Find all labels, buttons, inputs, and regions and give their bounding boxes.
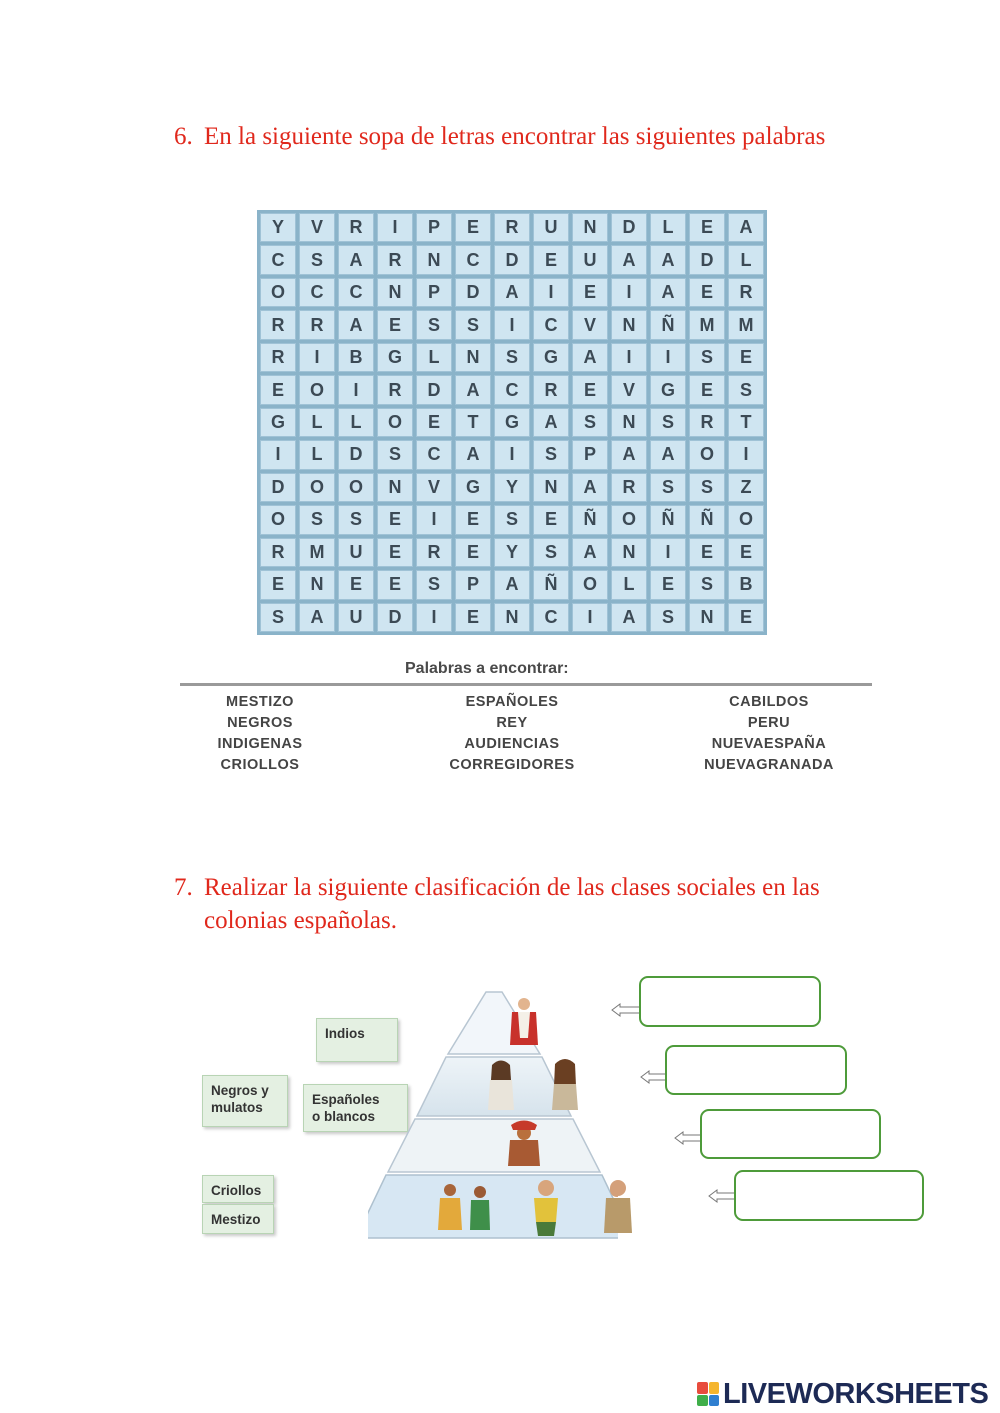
grid-cell[interactable]: E — [728, 603, 764, 632]
grid-cell[interactable]: N — [416, 245, 452, 274]
grid-cell[interactable]: N — [611, 538, 647, 567]
grid-cell[interactable]: S — [377, 440, 413, 469]
grid-cell[interactable]: D — [494, 245, 530, 274]
grid-cell[interactable]: N — [377, 473, 413, 502]
grid-cell[interactable]: R — [689, 408, 725, 437]
grid-cell[interactable]: C — [533, 603, 569, 632]
grid-cell[interactable]: E — [377, 310, 413, 339]
grid-cell[interactable]: R — [533, 375, 569, 404]
label-negros-line1: Negros y — [211, 1083, 269, 1098]
grid-cell[interactable]: S — [650, 473, 686, 502]
word-list-item: INDIGENAS — [217, 736, 303, 752]
grid-cell[interactable]: E — [260, 570, 296, 599]
grid-cell[interactable]: A — [728, 213, 764, 242]
grid-cell[interactable]: E — [377, 538, 413, 567]
grid-cell[interactable]: I — [611, 278, 647, 307]
grid-cell[interactable]: N — [533, 473, 569, 502]
grid-cell[interactable]: S — [650, 603, 686, 632]
word-list-title: Palabras a encontrar: — [405, 660, 569, 677]
grid-cell[interactable]: O — [338, 473, 374, 502]
grid-cell[interactable]: N — [455, 343, 491, 372]
grid-cell[interactable]: U — [338, 538, 374, 567]
grid-cell[interactable]: L — [611, 570, 647, 599]
grid-cell[interactable]: R — [260, 538, 296, 567]
grid-cell[interactable]: E — [455, 538, 491, 567]
grid-cell[interactable]: M — [299, 538, 335, 567]
grid-cell[interactable]: E — [572, 375, 608, 404]
grid-cell[interactable]: Ñ — [650, 310, 686, 339]
grid-cell[interactable]: I — [494, 440, 530, 469]
grid-cell[interactable]: R — [494, 213, 530, 242]
grid-cell[interactable]: G — [377, 343, 413, 372]
grid-cell[interactable]: G — [455, 473, 491, 502]
grid-cell[interactable]: A — [650, 245, 686, 274]
grid-cell[interactable]: E — [572, 278, 608, 307]
grid-cell[interactable]: A — [611, 245, 647, 274]
grid-cell[interactable]: C — [260, 245, 296, 274]
grid-cell[interactable]: M — [728, 310, 764, 339]
grid-cell[interactable]: Y — [260, 213, 296, 242]
grid-cell[interactable]: U — [533, 213, 569, 242]
grid-cell[interactable]: A — [533, 408, 569, 437]
grid-cell[interactable]: A — [572, 538, 608, 567]
grid-cell[interactable]: D — [689, 245, 725, 274]
grid-cell[interactable]: O — [377, 408, 413, 437]
grid-cell[interactable]: I — [416, 603, 452, 632]
grid-cell[interactable]: D — [338, 440, 374, 469]
word-list-divider — [180, 683, 872, 686]
grid-cell[interactable]: I — [260, 440, 296, 469]
label-criollos-text: Criollos — [211, 1183, 262, 1198]
grid-cell[interactable]: G — [533, 343, 569, 372]
grid-cell[interactable]: R — [377, 375, 413, 404]
word-list-item: ESPAÑOLES — [465, 694, 559, 710]
grid-cell[interactable]: S — [338, 505, 374, 534]
grid-cell[interactable]: R — [416, 538, 452, 567]
grid-cell[interactable]: C — [494, 375, 530, 404]
word-list-column-2 — [397, 692, 627, 776]
grid-cell[interactable]: S — [572, 408, 608, 437]
social-pyramid — [368, 990, 618, 1240]
grid-cell[interactable]: R — [728, 278, 764, 307]
grid-cell[interactable]: I — [650, 538, 686, 567]
word-list-item: CORREGIDORES — [449, 757, 575, 773]
grid-cell[interactable]: R — [260, 343, 296, 372]
grid-cell[interactable]: V — [611, 375, 647, 404]
grid-cell[interactable]: O — [611, 505, 647, 534]
grid-cell[interactable]: S — [728, 375, 764, 404]
grid-cell[interactable]: O — [299, 375, 335, 404]
grid-cell[interactable]: P — [416, 213, 452, 242]
grid-cell[interactable]: L — [299, 408, 335, 437]
label-negros-line2: mulatos — [211, 1100, 263, 1115]
grid-cell[interactable]: S — [533, 538, 569, 567]
grid-cell[interactable]: E — [650, 570, 686, 599]
grid-cell[interactable]: P — [455, 570, 491, 599]
grid-cell[interactable]: C — [533, 310, 569, 339]
grid-cell[interactable]: I — [650, 343, 686, 372]
grid-cell[interactable]: S — [533, 440, 569, 469]
grid-cell[interactable]: Ñ — [533, 570, 569, 599]
grid-cell[interactable]: S — [494, 343, 530, 372]
grid-cell[interactable]: A — [650, 440, 686, 469]
label-espanoles-line2: o blancos — [312, 1109, 376, 1124]
grid-cell[interactable]: A — [611, 603, 647, 632]
grid-cell[interactable]: E — [260, 375, 296, 404]
figure-king — [510, 998, 538, 1045]
grid-cell[interactable]: O — [260, 278, 296, 307]
grid-cell[interactable]: L — [650, 213, 686, 242]
word-list-column-1 — [145, 692, 375, 776]
word-list-column-3 — [654, 692, 884, 776]
grid-cell[interactable]: E — [689, 213, 725, 242]
grid-cell[interactable]: E — [728, 343, 764, 372]
grid-cell[interactable]: U — [572, 245, 608, 274]
grid-cell[interactable]: A — [455, 375, 491, 404]
grid-cell[interactable]: E — [689, 375, 725, 404]
grid-cell[interactable]: C — [416, 440, 452, 469]
grid-cell[interactable]: Z — [728, 473, 764, 502]
grid-cell[interactable]: I — [728, 440, 764, 469]
grid-cell[interactable]: I — [533, 278, 569, 307]
question-7-number: 7. — [174, 874, 193, 901]
grid-cell[interactable]: E — [455, 505, 491, 534]
grid-cell[interactable]: E — [416, 408, 452, 437]
question-7-text: Realizar la siguiente clasificación de las clases sociales en las colonias españolas. — [204, 874, 820, 934]
grid-cell[interactable]: E — [728, 538, 764, 567]
answer-box-4[interactable] — [734, 1170, 924, 1221]
grid-cell[interactable]: S — [416, 310, 452, 339]
grid-cell[interactable]: T — [728, 408, 764, 437]
grid-cell[interactable]: S — [260, 603, 296, 632]
grid-cell[interactable]: A — [494, 570, 530, 599]
label-indios-text: Indios — [325, 1026, 365, 1041]
grid-cell[interactable]: N — [611, 408, 647, 437]
grid-cell[interactable]: L — [416, 343, 452, 372]
grid-cell[interactable]: O — [728, 505, 764, 534]
grid-cell[interactable]: Y — [494, 473, 530, 502]
grid-cell[interactable]: S — [650, 408, 686, 437]
grid-cell[interactable]: D — [611, 213, 647, 242]
grid-cell[interactable]: C — [299, 278, 335, 307]
word-list-item: REY — [496, 715, 528, 731]
pyramid-tier-4 — [368, 1175, 618, 1238]
question-6-number: 6. — [174, 123, 193, 150]
grid-cell[interactable]: I — [611, 343, 647, 372]
grid-cell[interactable]: S — [689, 473, 725, 502]
grid-cell[interactable]: S — [689, 570, 725, 599]
grid-cell[interactable]: N — [572, 213, 608, 242]
figure-indigenous-worker — [508, 1121, 540, 1167]
grid-cell[interactable]: C — [455, 245, 491, 274]
grid-cell[interactable]: E — [455, 603, 491, 632]
grid-cell[interactable]: I — [494, 310, 530, 339]
grid-cell[interactable]: A — [572, 343, 608, 372]
grid-cell[interactable]: A — [611, 440, 647, 469]
grid-cell[interactable]: R — [611, 473, 647, 502]
label-negros-mulatos[interactable] — [202, 1075, 288, 1127]
word-list-item: NUEVAGRANADA — [704, 757, 834, 773]
grid-cell[interactable]: G — [494, 408, 530, 437]
grid-cell[interactable]: I — [572, 603, 608, 632]
word-list-item: CRIOLLOS — [220, 757, 300, 773]
grid-cell[interactable]: O — [260, 505, 296, 534]
word-list-item: NEGROS — [227, 715, 293, 731]
grid-cell[interactable]: Y — [494, 538, 530, 567]
grid-cell[interactable]: A — [494, 278, 530, 307]
grid-cell[interactable]: P — [416, 278, 452, 307]
grid-cell[interactable]: E — [455, 213, 491, 242]
figure-spaniard-right — [552, 1059, 578, 1110]
grid-cell[interactable]: E — [533, 245, 569, 274]
liveworksheets-mark-icon — [697, 1382, 719, 1406]
grid-cell[interactable]: N — [689, 603, 725, 632]
answer-box-3[interactable] — [700, 1109, 881, 1159]
grid-cell[interactable]: A — [572, 473, 608, 502]
liveworksheets-brand: LIVEWORKSHEETS — [723, 1377, 989, 1410]
grid-cell[interactable]: E — [377, 505, 413, 534]
grid-cell[interactable]: G — [260, 408, 296, 437]
grid-cell[interactable]: G — [650, 375, 686, 404]
grid-cell[interactable]: R — [338, 213, 374, 242]
grid-cell[interactable]: N — [299, 570, 335, 599]
grid-cell[interactable]: O — [572, 570, 608, 599]
label-mestizo[interactable] — [202, 1204, 274, 1234]
grid-cell[interactable]: Ñ — [650, 505, 686, 534]
grid-cell[interactable]: C — [338, 278, 374, 307]
pyramid-tier-3 — [388, 1119, 600, 1172]
grid-cell[interactable]: I — [299, 343, 335, 372]
grid-cell[interactable]: R — [377, 245, 413, 274]
label-espanoles-line1: Españoles — [312, 1092, 380, 1107]
grid-cell[interactable]: P — [572, 440, 608, 469]
grid-cell[interactable]: S — [455, 310, 491, 339]
grid-cell[interactable]: S — [416, 570, 452, 599]
label-mestizo-text: Mestizo — [211, 1212, 261, 1227]
grid-cell[interactable]: M — [689, 310, 725, 339]
grid-cell[interactable]: B — [728, 570, 764, 599]
grid-cell[interactable]: N — [377, 278, 413, 307]
grid-cell[interactable]: T — [455, 408, 491, 437]
grid-cell[interactable]: U — [338, 603, 374, 632]
answer-box-2[interactable] — [665, 1045, 847, 1095]
grid-cell[interactable]: D — [260, 473, 296, 502]
grid-cell[interactable]: L — [338, 408, 374, 437]
grid-cell[interactable]: O — [299, 473, 335, 502]
word-list-item: NUEVAESPAÑA — [711, 736, 827, 752]
arrow-1 — [611, 1003, 641, 1017]
word-list-item: CABILDOS — [729, 694, 809, 710]
grid-cell[interactable]: Ñ — [689, 505, 725, 534]
grid-cell[interactable]: I — [338, 375, 374, 404]
grid-cell[interactable]: B — [338, 343, 374, 372]
word-list-item: MESTIZO — [226, 694, 294, 710]
grid-cell[interactable]: A — [299, 603, 335, 632]
grid-cell[interactable]: R — [260, 310, 296, 339]
question-6-text: En la siguiente sopa de letras encontrar las siguientes palabras — [204, 123, 826, 150]
grid-cell[interactable]: Ñ — [572, 505, 608, 534]
grid-cell[interactable]: D — [455, 278, 491, 307]
grid-cell[interactable]: L — [299, 440, 335, 469]
grid-cell[interactable]: D — [377, 603, 413, 632]
grid-cell[interactable]: E — [689, 538, 725, 567]
liveworksheets-logo — [697, 1377, 988, 1411]
grid-cell[interactable]: N — [494, 603, 530, 632]
grid-cell[interactable]: S — [494, 505, 530, 534]
word-list-item: AUDIENCIAS — [464, 736, 560, 752]
grid-cell[interactable]: A — [455, 440, 491, 469]
grid-cell[interactable]: V — [299, 213, 335, 242]
grid-cell[interactable]: O — [689, 440, 725, 469]
word-search-grid[interactable] — [257, 210, 767, 635]
grid-cell[interactable]: E — [338, 570, 374, 599]
figure-spaniard-left — [488, 1061, 514, 1111]
grid-cell[interactable]: E — [377, 570, 413, 599]
grid-cell[interactable]: S — [299, 245, 335, 274]
grid-cell[interactable]: S — [689, 343, 725, 372]
grid-cell[interactable]: A — [338, 245, 374, 274]
grid-cell[interactable]: S — [299, 505, 335, 534]
grid-cell[interactable]: E — [689, 278, 725, 307]
grid-cell[interactable]: I — [416, 505, 452, 534]
answer-box-1[interactable] — [639, 976, 821, 1027]
grid-cell[interactable]: A — [338, 310, 374, 339]
grid-cell[interactable]: I — [377, 213, 413, 242]
grid-cell[interactable]: R — [299, 310, 335, 339]
grid-cell[interactable]: E — [533, 505, 569, 534]
grid-cell[interactable]: A — [650, 278, 686, 307]
label-criollos[interactable] — [202, 1175, 274, 1203]
figure-mestizo — [600, 1178, 640, 1238]
grid-cell[interactable]: L — [728, 245, 764, 274]
grid-cell[interactable]: N — [611, 310, 647, 339]
grid-cell[interactable]: V — [416, 473, 452, 502]
word-list-item: PERU — [747, 715, 791, 731]
grid-cell[interactable]: V — [572, 310, 608, 339]
grid-cell[interactable]: D — [416, 375, 452, 404]
